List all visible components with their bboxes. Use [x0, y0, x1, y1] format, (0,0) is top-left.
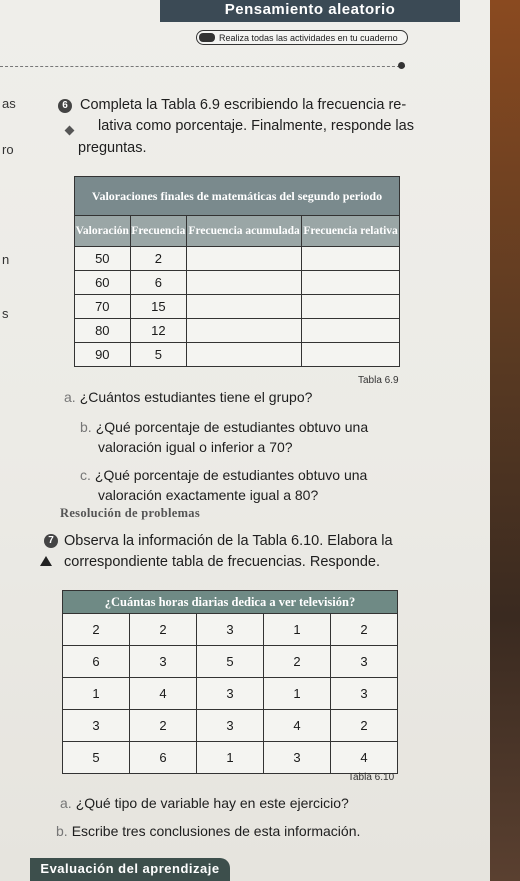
question-c: [80, 466, 367, 485]
question-letter: a.: [60, 795, 72, 811]
margin-note: s: [2, 306, 9, 321]
difficulty-diamond-icon: [65, 126, 75, 136]
table-cell: [187, 319, 302, 343]
evaluation-banner: Evaluación del aprendizaje: [30, 858, 230, 881]
exercise7-text-line2: correspondiente tabla de frecuencias. Responde.: [64, 554, 380, 570]
table-cell: 3: [331, 646, 398, 678]
table-6-10: [62, 590, 398, 774]
table-cell: 80: [75, 319, 131, 343]
table-cell: 6: [130, 271, 186, 295]
question-text: Escribe tres conclusiones de esta información.: [71, 823, 361, 839]
instruction-pill: [196, 30, 408, 45]
table-cell: [302, 247, 400, 271]
question-letter: b.: [56, 823, 68, 839]
question-text: ¿Qué porcentaje de estudiantes obtuvo una: [94, 467, 368, 483]
table-row: [75, 295, 400, 319]
table-cell: [302, 295, 400, 319]
table-cell: 2: [331, 710, 398, 742]
column-header: Frecuencia relativa: [302, 216, 400, 247]
question-letter: c.: [80, 467, 91, 483]
column-header: Frecuencia: [130, 216, 186, 247]
margin-note: ro: [2, 142, 14, 157]
table-cell: 90: [75, 343, 131, 367]
table-row: [63, 678, 398, 710]
table-row: [63, 742, 398, 774]
table-row: [75, 343, 400, 367]
margin-note: as: [2, 96, 16, 111]
table-cell: 3: [197, 710, 264, 742]
table-cell: 3: [197, 678, 264, 710]
table-cell: [187, 295, 302, 319]
table-cell: 1: [264, 678, 331, 710]
table-cell: 5: [130, 343, 186, 367]
table-cell: 3: [264, 742, 331, 774]
table-row: [75, 319, 400, 343]
question-letter: a.: [64, 389, 76, 405]
table-cell: [187, 271, 302, 295]
table-row: [75, 247, 400, 271]
table-cell: 12: [130, 319, 186, 343]
table-6-9: [74, 176, 400, 367]
table-cell: 2: [63, 614, 130, 646]
exercise-number-badge: 7: [44, 534, 58, 548]
table-cell: 6: [130, 742, 197, 774]
table-cell: 70: [75, 295, 131, 319]
table-cell: 2: [130, 614, 197, 646]
column-header: Frecuencia acumulada: [187, 216, 302, 247]
table-cell: [302, 319, 400, 343]
divider-dot: [398, 62, 405, 69]
question-b: [56, 822, 360, 841]
question-text: ¿Qué porcentaje de estudiantes obtuvo una: [95, 419, 369, 435]
question-b-line2: valoración igual o inferior a 70?: [98, 439, 293, 455]
table-cell: 1: [63, 678, 130, 710]
table-cell: 50: [75, 247, 131, 271]
section-heading: Resolución de problemas: [60, 506, 201, 520]
table-title: ¿Cuántas horas diarias dedica a ver televisión?: [63, 591, 398, 614]
table-cell: [302, 343, 400, 367]
exercise6-text-line1: Completa la Tabla 6.9 escribiendo la frecuencia re-: [80, 97, 407, 113]
margin-note: n: [2, 252, 10, 267]
table-cell: 15: [130, 295, 186, 319]
exercise7-text-line1: Observa la información de la Tabla 6.10. Elabora la: [64, 533, 393, 549]
table-cell: 2: [264, 646, 331, 678]
table-caption: Tabla 6.10: [348, 772, 395, 783]
table-title: Valoraciones finales de matemáticas del segundo periodo: [75, 177, 400, 216]
question-c-line2: valoración exactamente igual a 80?: [98, 487, 319, 503]
table-cell: [187, 247, 302, 271]
page-edge-background: [490, 0, 520, 881]
divider-line: [0, 66, 405, 67]
exercise6-text-line3: preguntas.: [78, 140, 147, 156]
table-row: [63, 710, 398, 742]
table-cell: 4: [331, 742, 398, 774]
table-cell: 1: [197, 742, 264, 774]
question-a: [64, 388, 312, 407]
table-cell: 2: [331, 614, 398, 646]
question-letter: b.: [80, 419, 92, 435]
table-cell: 2: [130, 710, 197, 742]
table-cell: 3: [130, 646, 197, 678]
question-b: [80, 418, 368, 437]
table-cell: [187, 343, 302, 367]
table-cell: 3: [63, 710, 130, 742]
table-cell: 60: [75, 271, 131, 295]
instruction-text: Realiza todas las actividades en tu cuaderno: [219, 33, 398, 43]
difficulty-triangle-icon: [40, 556, 52, 566]
question-text: ¿Cuántos estudiantes tiene el grupo?: [79, 389, 313, 405]
table-cell: 3: [331, 678, 398, 710]
exercise-number-badge: 6: [58, 99, 72, 113]
table-row: [63, 646, 398, 678]
section-title-band: Pensamiento aleatorio: [160, 0, 460, 22]
table-caption: Tabla 6.9: [358, 375, 399, 386]
question-text: ¿Qué tipo de variable hay en este ejercicio?: [75, 795, 349, 811]
table-cell: 2: [130, 247, 186, 271]
table-cell: 4: [130, 678, 197, 710]
table-cell: 4: [264, 710, 331, 742]
table-cell: 3: [197, 614, 264, 646]
table-cell: 6: [63, 646, 130, 678]
notebook-icon: [199, 33, 215, 42]
column-header: Valoración: [75, 216, 131, 247]
table-cell: 1: [264, 614, 331, 646]
table-cell: [302, 271, 400, 295]
table-row: [75, 271, 400, 295]
exercise6-text-line2: lativa como porcentaje. Finalmente, responde las: [98, 118, 414, 134]
table-row: [63, 614, 398, 646]
table-cell: 5: [197, 646, 264, 678]
question-a: [60, 794, 349, 813]
table-cell: 5: [63, 742, 130, 774]
